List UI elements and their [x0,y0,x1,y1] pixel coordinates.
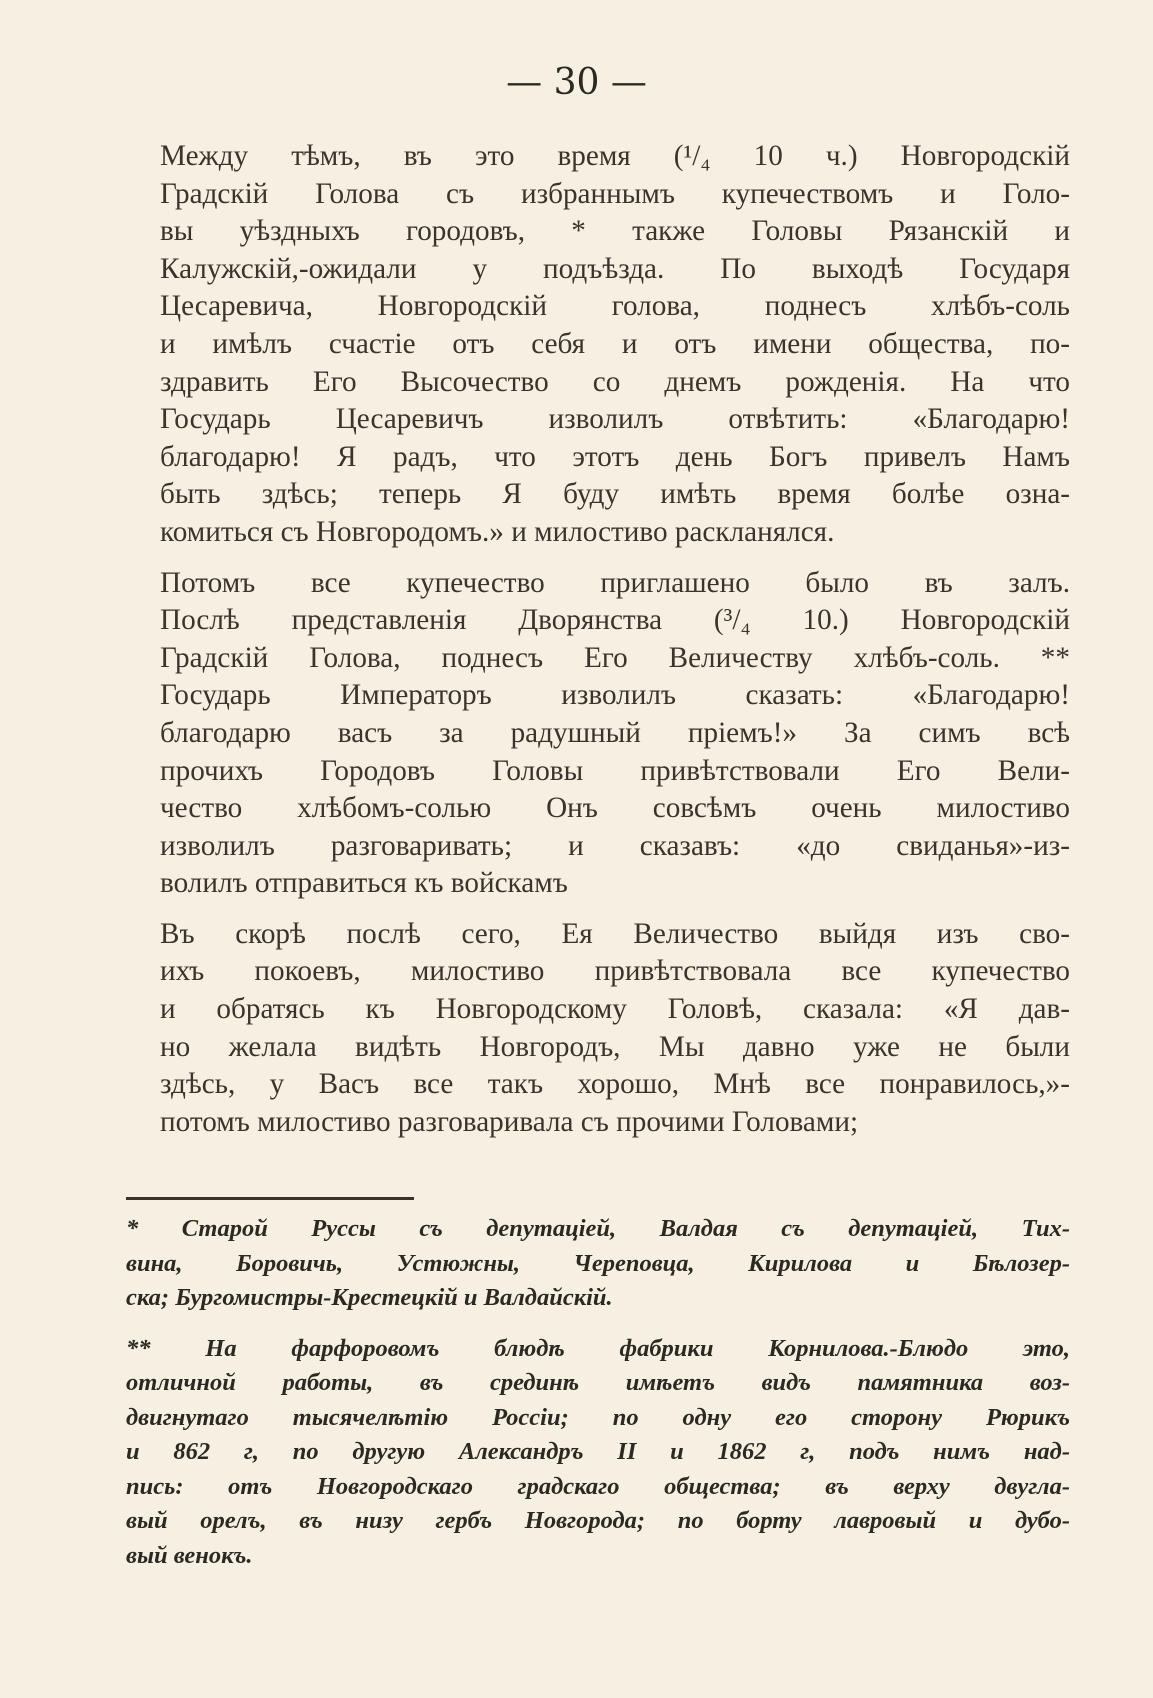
text-line: чество хлѣбомъ-солью Онъ совсѣмъ очень милостиво [160,792,1070,825]
footnote-1 [126,1212,1070,1316]
text-line: и обратясь къ Новгородскому Головѣ, сказала: «Я дав- [160,993,1070,1026]
text-line: потомъ милостиво разговаривала съ прочими Головами; [160,1105,859,1138]
footnotes [126,1212,1070,1589]
text-line: благодарю васъ за радушный пріемъ!» За симъ всѣ [160,716,1070,749]
footnote-line: * Старой Руссы съ депутаціей, Валдая съ депутаціей, Тих- [126,1215,1070,1242]
text-line: Градскій Голова съ избраннымъ купечествомъ и Голо- [160,177,1070,210]
footnote-2 [126,1332,1070,1574]
text-line: здѣсь, у Васъ все такъ хорошо, Мнѣ все понравилось,»- [160,1068,1070,1101]
text-line: и имѣлъ счастіе отъ себя и отъ имени общества, по- [160,327,1070,360]
text-line: прочихъ Городовъ Головы привѣтствовали Его Вели- [160,754,1070,787]
text-line: Въ скорѣ послѣ сего, Ея Величество выйдя изъ сво- [160,917,1070,950]
footnote-line: вина, Боровичь, Устюжны, Череповца, Кирилова и Бѣлозер- [126,1249,1070,1277]
main-text [126,138,1070,1154]
footnote-line: вый венокъ. [126,1541,253,1569]
footnote-divider [126,1197,414,1200]
paragraph-3 [126,916,1070,1142]
text-line: быть здѣсь; теперь Я буду имѣть время болѣе озна- [160,478,1070,511]
text-line: ихъ покоевъ, милостиво привѣтствовала все купечество [160,955,1070,988]
text-line: Государь Императоръ изволилъ сказать: «Благодарю! [160,679,1070,712]
footnote-line: пись: отъ Новгородскаго градскаго общества; въ верху двугла- [126,1472,1070,1500]
footnote-line: отличной работы, въ срединѣ имѣетъ видъ памятника воз- [126,1369,1070,1396]
footnote-line: вый орелъ, въ низу гербъ Новгорода; по борту лавровый и дубо- [126,1507,1070,1534]
text-line: комиться съ Новгородомъ.» и милостиво раскланялся. [160,515,835,548]
page-number: — 30 — [506,62,647,103]
text-line: благодарю! Я радъ, что этотъ день Богъ привелъ Намъ [160,440,1070,473]
paragraph-2 [126,565,1070,903]
text-line: Градскій Голова, поднесъ Его Величеству хлѣбъ-соль. ** [160,641,1070,674]
text-line: волилъ отправиться къ войскамъ [160,867,568,900]
text-line: Государь Цесаревичъ изволилъ отвѣтить: «Благодарю! [160,403,1070,436]
text-line: вы уѣздныхъ городовъ, * также Головы Рязанскій и [160,215,1070,248]
text-line: Послѣ представленія Дворянства (³/₄ 10.) Новгородскій [160,604,1070,637]
text-line: изволилъ разговаривать; и сказавъ: «до свиданья»-из- [160,829,1070,862]
footnote-line: ска; Бургомистры-Крестецкій и Валдайскій. [126,1284,613,1311]
text-line: но желала видѣть Новгородъ, Мы давно уже не были [160,1030,1070,1063]
footnote-line: ** На фарфоровомъ блюдѣ фабрики Корнилова.-Блюдо это, [126,1334,1070,1362]
footnote-line: и 862 г, по другую Александръ II и 1862 г, подъ нимъ над- [126,1438,1070,1465]
text-line: Потомъ все купечество приглашено было въ залъ. [160,566,1070,599]
paragraph-1 [126,138,1070,552]
footnote-line: двигнутаго тысячелѣтію Россіи; по одну его сторону Рюрикъ [126,1403,1070,1431]
text-line: Между тѣмъ, въ это время (¹/₄ 10 ч.) Новгородскій [160,140,1070,172]
text-line: здравить Его Высочество со днемъ рожденія. На что [160,365,1070,398]
text-line: Калужскій,-ожидали у подъѣзда. По выходѣ Государя [160,252,1070,285]
text-line: Цесаревича, Новгородскій голова, поднесъ хлѣбъ-соль [160,290,1070,323]
